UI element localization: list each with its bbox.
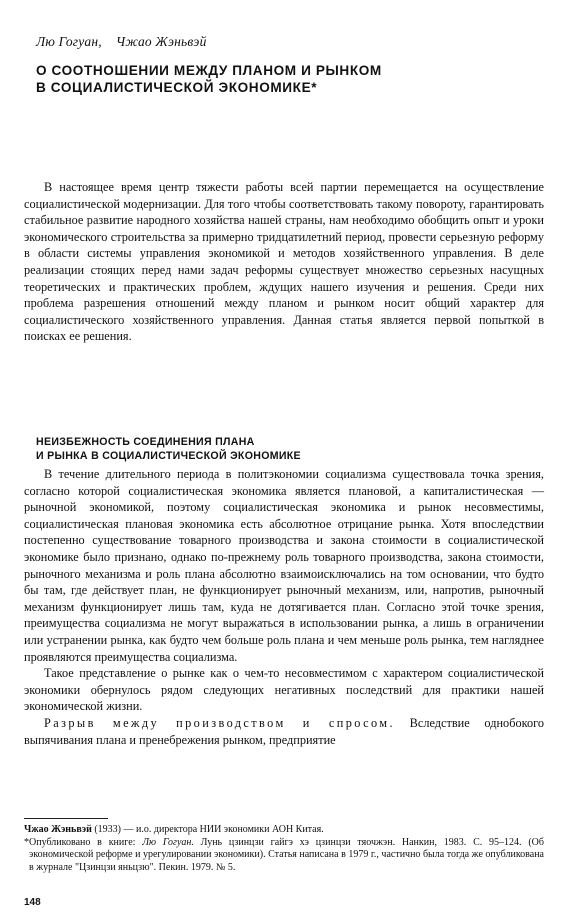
spaced-lead-phrase: Разрыв между производством и спросом. (44, 715, 395, 730)
footnotes (24, 824, 544, 874)
footnote-divider (24, 818, 108, 819)
body-paragraph: Такое представление о рынке как о чем-то несовместимом с характером социалистической экономики обернулось рядом следующих негативных последствий для практики нашей экономической жизни. (24, 666, 544, 714)
footnote-author-name: Чжао Жэньвэй (24, 824, 92, 835)
section-body (24, 466, 544, 748)
footnote-source: Лунь цзинцзи гайгэ хэ цзинцзи тяочжэн. Нанкин, 1983. С. 95–124. (Об экономической реформе и урегулировании экономики). Статья написана в 1979 г., частично была тогда же опубликована в журнале "Цзинцзи яньцзю". Пекин. 1979. № 5. (29, 836, 544, 873)
title-line: В СОЦИАЛИСТИЧЕСКОЙ ЭКОНОМИКЕ* (36, 80, 318, 95)
body-paragraph: В течение длительного периода в политэкономии социализма существовала точка зрения, согласно которой социалистическая экономика является плановой, а капиталистическая — рыночной экономикой, поэтому социалистическая экономика и рынок несовместимы, социалистическая плановая экономика есть абсолютное отрицание рынка. Хотя впоследствии постепенно существование товарного производства и закона стоимости в социалистической экономике было признано, однако по-прежнему роль товарного производства, закона стоимости, рыночного механизма и роль плана абсолютно взаимоисключались на том основании, что будто бы там, где действует план, не функционирует рыночный механизм, или, напротив, рыночный механизм функционирует лишь там, куда не дотягивается план. Согласно этой точке зрения, преимущества социализма не могут выражаться в использовании рынка, а лишь в ограничении или устранении рынка, как будто чем больше роль плана и чем меньше роль рынка, тем нагляднее проявляются преимущества социализма. (24, 467, 544, 664)
section-heading-line: И РЫНКА В СОЦИАЛИСТИЧЕСКОЙ ЭКОНОМИКЕ (36, 449, 301, 462)
paragraph-text: Вследствие однобокого выпячивания плана и пренебрежения рынком, предприятие (24, 715, 544, 747)
intro-section (24, 179, 544, 345)
footnote-prefix: *Опубликовано в книге: (24, 836, 143, 848)
intro-paragraph: В настоящее время центр тяжести работы всей партии перемещается на осуществление социалистической модернизации. Для того чтобы соответствовать такому повороту, гарантировать стабильное развитие народного хозяйства нашей страны, нам необходимо обобщить опыт и уроки экономического строительства за примерно тридцатилетний период, провести серьезную реформу в области системы управления экономикой и методов хозяйственного управления. В деле реализации стоящих перед нами задач реформы существует множество серьезных насущных теоретических и практических проблем, ждущих нашего изучения и решения. Среди них проблема разрешения отношений между планом и рынком носит общий характер для социалистического хозяйственного управления. Данная статья является первой попыткой в поисках ее решения. (24, 180, 544, 344)
body-paragraph (24, 715, 544, 748)
footnote-author-note: (1933) — и.о. директора НИИ экономики АОН Китая. (91, 824, 324, 835)
author-name: Лю Гогуан, (36, 34, 102, 49)
footnote-publication (24, 837, 544, 875)
authors-line (36, 34, 207, 50)
section-heading (36, 436, 516, 463)
title-line: О СООТНОШЕНИИ МЕЖДУ ПЛАНОМ И РЫНКОМ (36, 63, 382, 78)
author-name: Чжао Жэньвэй (115, 34, 207, 49)
footnote-author (24, 824, 544, 837)
footnote-book-author: Лю Гогуан. (142, 836, 194, 848)
article-title (36, 62, 516, 96)
section-heading-line: НЕИЗБЕЖНОСТЬ СОЕДИНЕНИЯ ПЛАНА (36, 436, 255, 448)
page-number: 148 (24, 897, 41, 908)
